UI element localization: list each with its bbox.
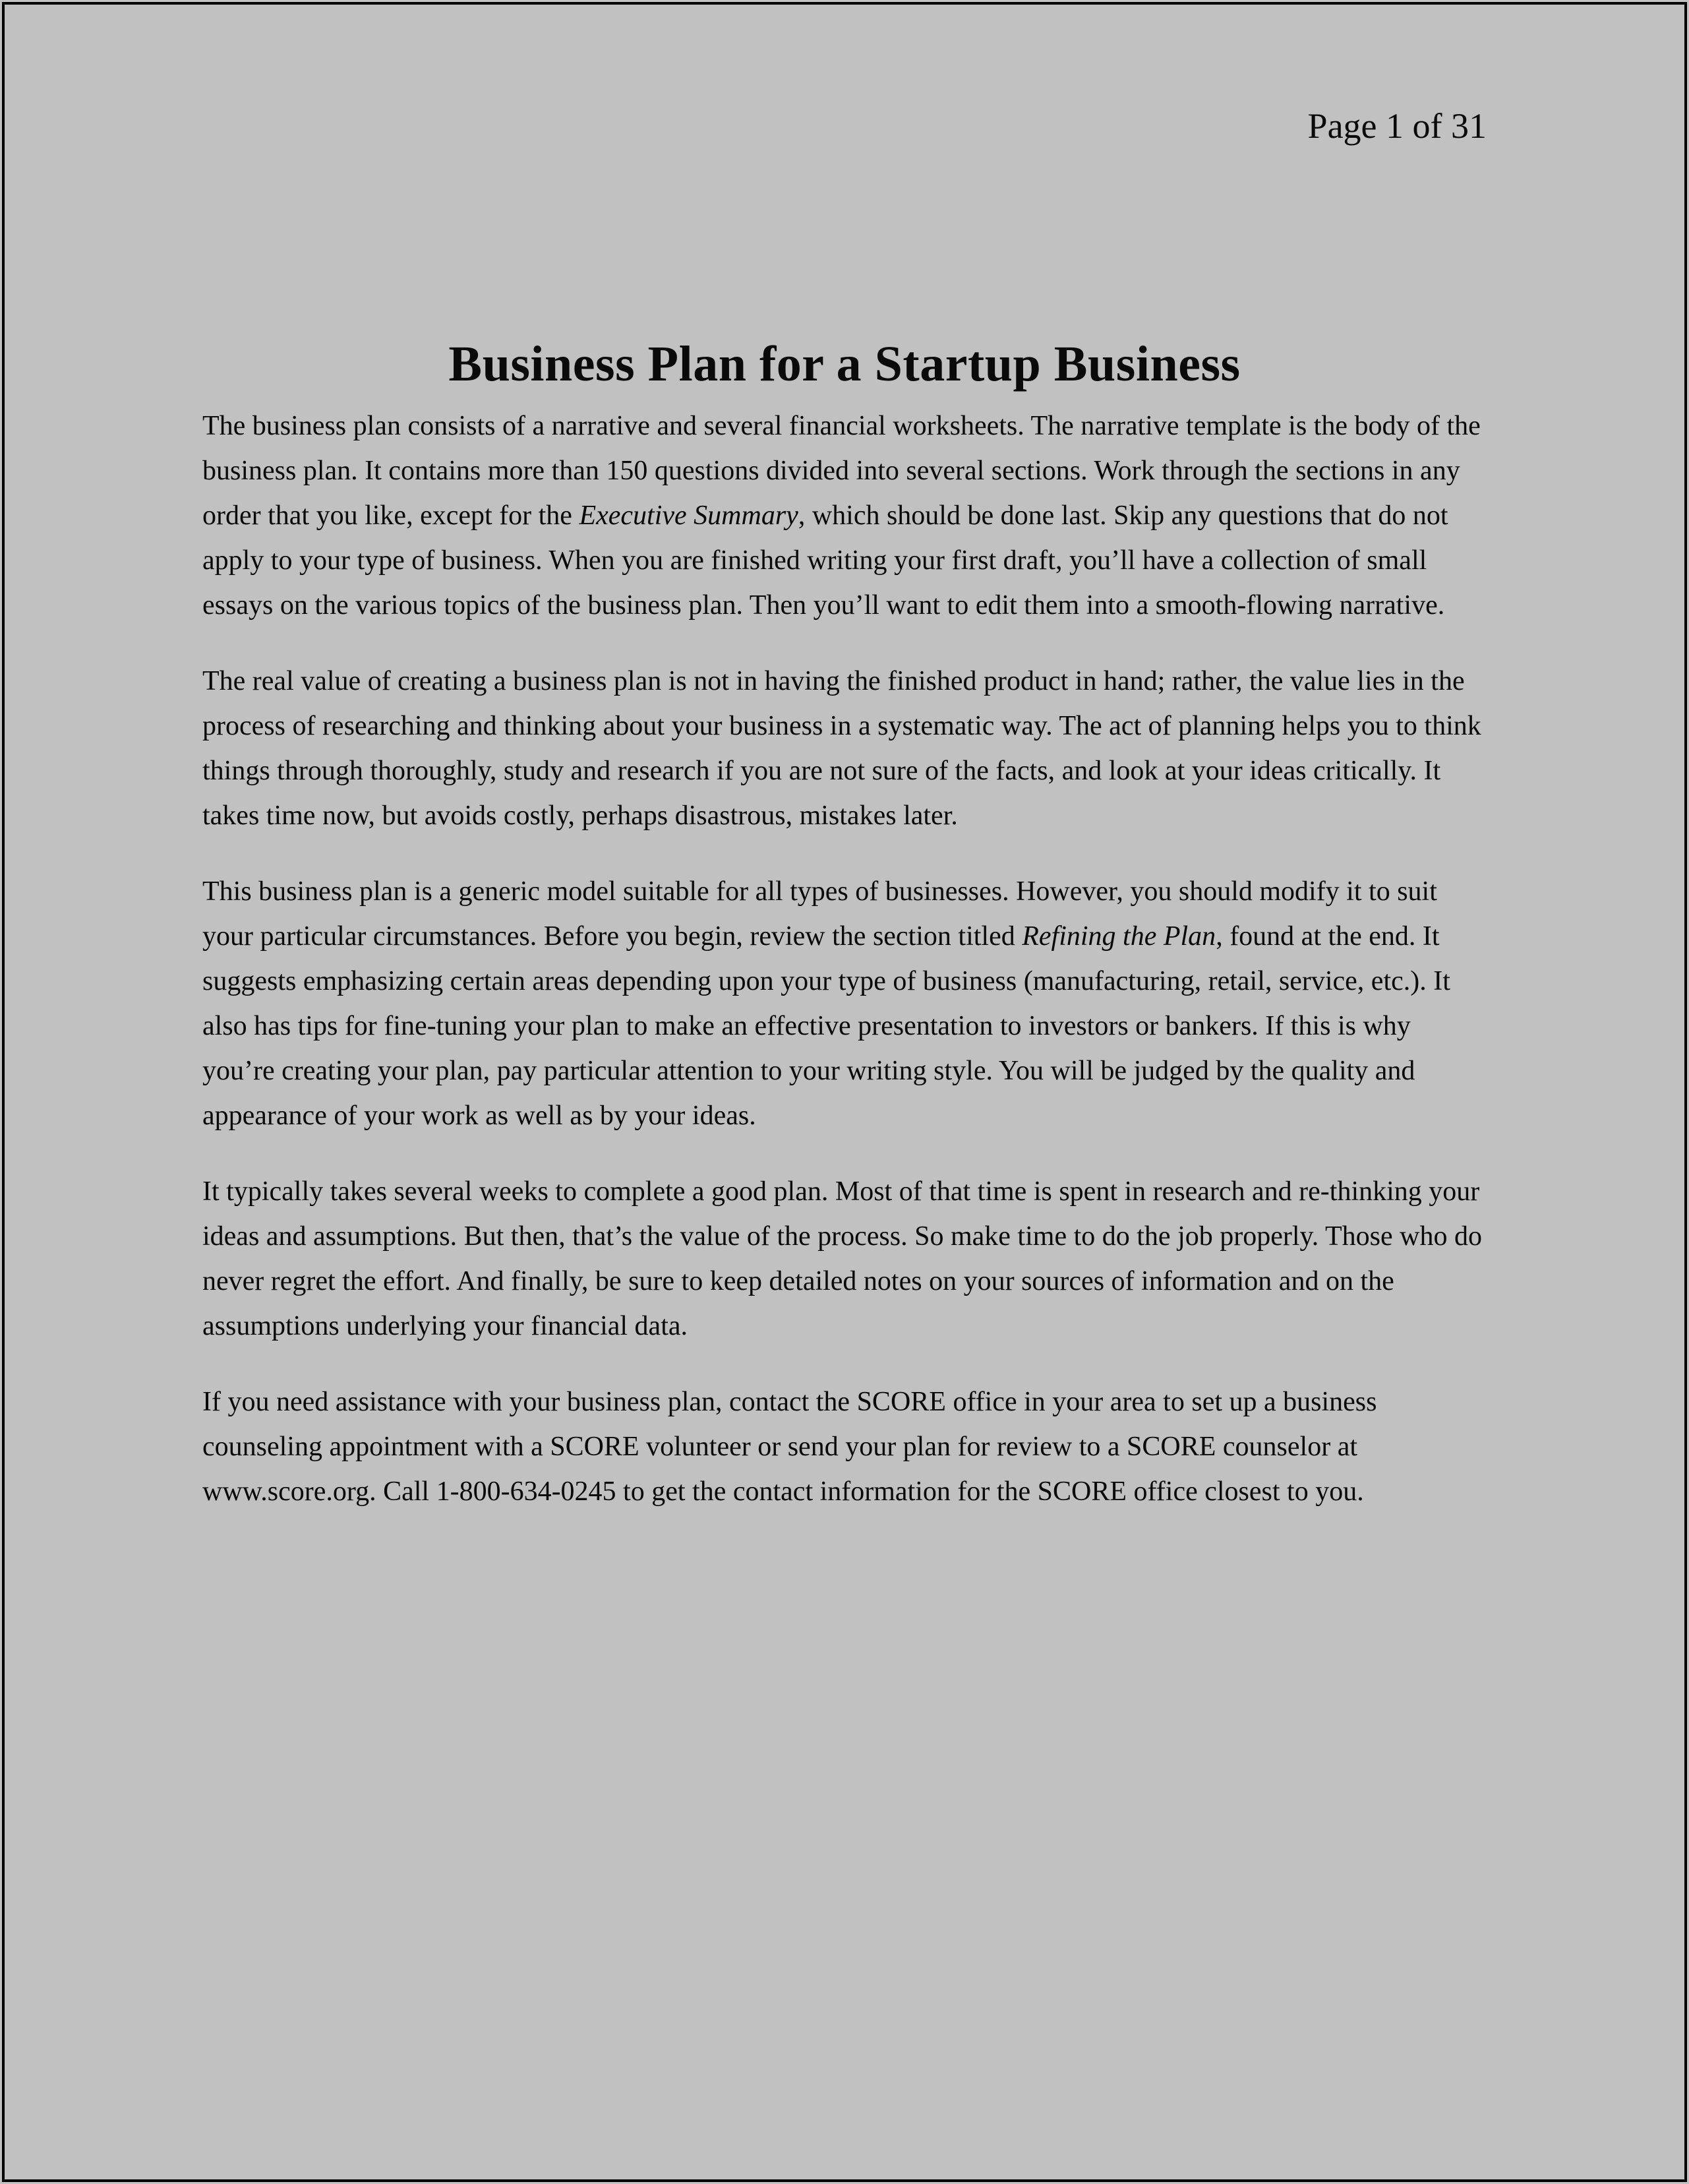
paragraph [202,659,1487,838]
text-run: It typically takes several weeks to complete a good plan. Most of that time is spent in research and re-thinking your ideas and assumptions. But then, that’s the value of the process. So make time to do the job properly. Those who do never regret the effort. And finally, be sure to keep detailed notes on your sources of information and on the assumptions underlying your financial data. [202,1176,1483,1341]
italic-text-run: Executive Summary [579,501,798,531]
page-number: Page 1 of 31 [1307,106,1487,146]
text-run: If you need assistance with your business plan, contact the SCORE office in your area to set up a business counseling appointment with a SCORE volunteer or send your plan for review to a SCORE counselor at www.score.org. Call 1-800-634-0245 to get the contact information for the SCORE office closest to you. [202,1387,1377,1507]
page-title: Business Plan for a Startup Business [448,336,1241,392]
page-content [0,106,1689,1514]
text-run: The business plan consists of a narrative and several financial worksheets. The narrative template is the body of the business plan. It contains more than 150 questions divided into several sections. Work through the sections in any order that you like, except for the [202,411,1481,531]
document-body [202,404,1487,1514]
text-run: This business plan is a generic model suitable for all types of businesses. However, you should modify it to suit your particular circumstances. Before you begin, review the section titled [202,876,1437,952]
paragraph [202,1380,1487,1514]
text-run: The real value of creating a business plan is not in having the finished product in hand; rather, the value lies in the process of researching and thinking about your business in a systematic way. The act of planning helps you to think things through thoroughly, study and research if you are not sure of the facts, and look at your ideas critically. It takes time now, but avoids costly, perhaps disastrous, mistakes later. [202,666,1481,831]
paragraph [202,869,1487,1138]
paragraph [202,1169,1487,1349]
text-run: , found at the end. It suggests emphasizing certain areas depending upon your type of business (manufacturing, retail, service, etc.). It also has tips for fine-tuning your plan to make an effective presentation to investors or bankers. If this is why you’re creating your plan, pay particular attention to your writing style. You will be judged by the quality and appearance of your work as well as by your ideas. [202,921,1450,1131]
italic-text-run: Refining the Plan [1022,921,1216,952]
paragraph [202,404,1487,628]
text-run: , which should be done last. Skip any questions that do not apply to your type of business. When you are finished writing your first draft, you’ll have a collection of small essays on the various topics of the business plan. Then you’ll want to edit them into a smooth-flowing narrative. [202,501,1448,621]
